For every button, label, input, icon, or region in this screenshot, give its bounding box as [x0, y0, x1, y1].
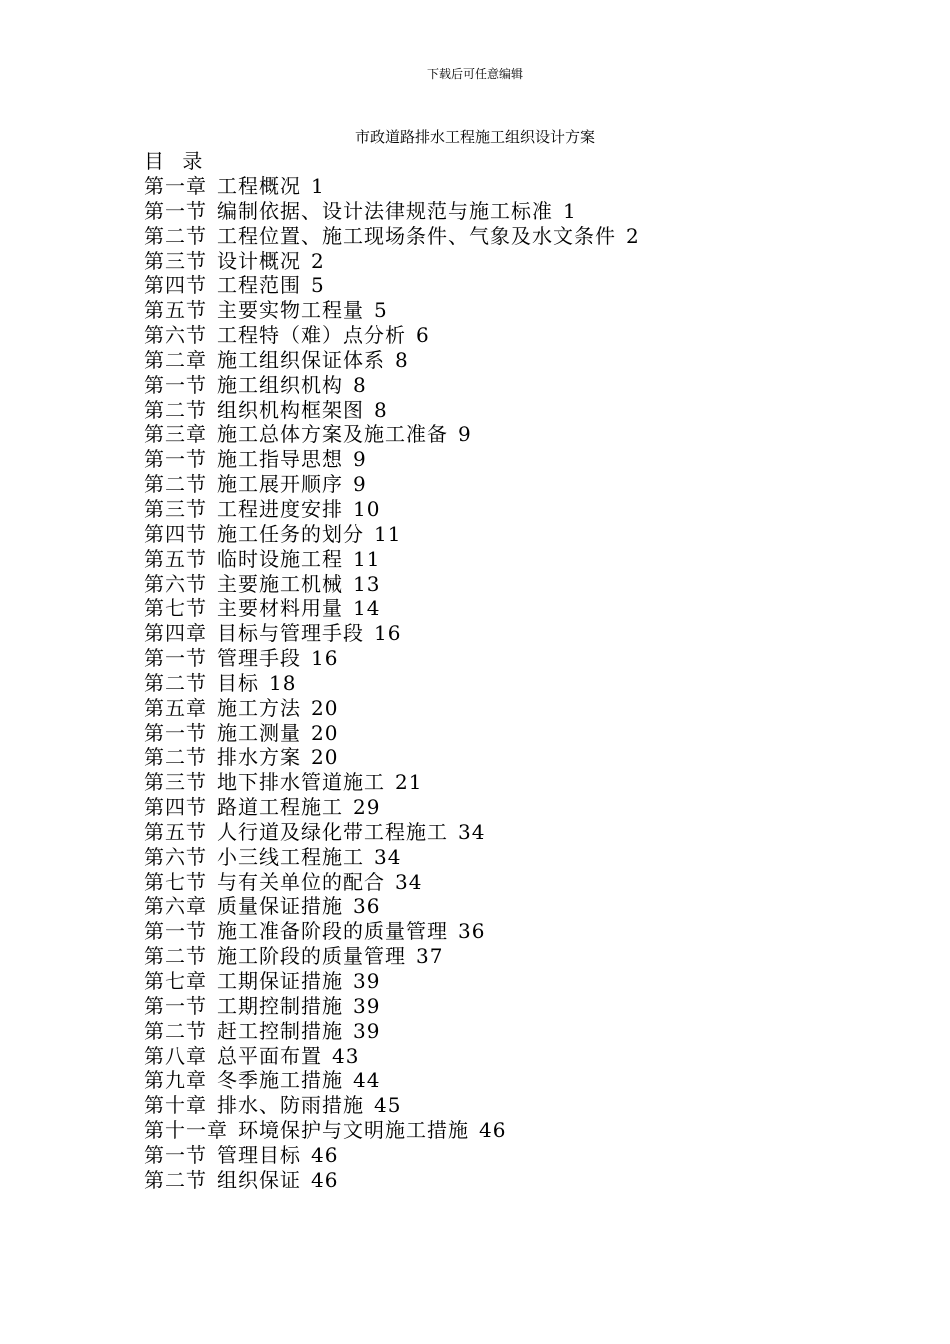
document-title: 市政道路排水工程施工组织设计方案 [354, 128, 595, 146]
toc-entry-title: 施工组织保证体系 [217, 347, 385, 372]
toc-entry-page-number: 34 [395, 869, 423, 894]
toc-entry [144, 174, 904, 199]
toc-entry-title: 目标与管理手段 [217, 621, 364, 646]
toc-entry-title: 工程范围 [217, 273, 301, 298]
toc-entry-page-number: 8 [395, 347, 409, 372]
toc-entry-label: 第二节 [144, 670, 207, 695]
toc-entry-label: 第五节 [144, 298, 207, 323]
toc-entry-title: 人行道及绿化带工程施工 [217, 819, 448, 844]
toc-entry-title: 编制依据、设计法律规范与施工标准 [217, 198, 553, 223]
toc-entry-title: 施工测量 [217, 720, 301, 745]
toc-entry-title: 施工展开顺序 [217, 472, 343, 497]
toc-entry-title: 环境保护与文明施工措施 [238, 1118, 469, 1143]
toc-entry-label: 第三节 [144, 496, 207, 521]
toc-entry [144, 1093, 904, 1118]
toc-entry-page-number: 20 [311, 720, 339, 745]
toc-entry-title: 施工任务的划分 [217, 521, 364, 546]
toc-entry-label: 第二节 [144, 1167, 207, 1192]
toc-entry [144, 547, 904, 572]
toc-entry-label: 第一节 [144, 720, 207, 745]
toc-entry [144, 447, 904, 472]
toc-entry-label: 第一节 [144, 919, 207, 944]
toc-entry-page-number: 16 [311, 646, 339, 671]
toc-entry-page-number: 44 [353, 1068, 381, 1093]
toc-entry-page-number: 36 [353, 894, 381, 919]
toc-entry-label: 第一节 [144, 372, 207, 397]
toc-entry-label: 第三章 [144, 422, 207, 447]
toc-entry-page-number: 18 [269, 670, 297, 695]
table-of-contents [144, 149, 904, 1193]
toc-entry [144, 497, 904, 522]
toc-entry [144, 348, 904, 373]
toc-entry-label: 第五章 [144, 695, 207, 720]
toc-entry-title: 主要材料用量 [217, 596, 343, 621]
toc-entry-label: 第二节 [144, 397, 207, 422]
toc-entry [144, 671, 904, 696]
toc-entry-label: 第七节 [144, 596, 207, 621]
toc-entry-page-number: 14 [353, 596, 381, 621]
toc-entry-label: 第六节 [144, 844, 207, 869]
toc-entry-page-number: 9 [353, 472, 367, 497]
toc-entry-title: 工程位置、施工现场条件、气象及水文条件 [217, 223, 616, 248]
toc-entry-label: 第十章 [144, 1093, 207, 1118]
toc-entry [144, 472, 904, 497]
toc-entry-title: 施工准备阶段的质量管理 [217, 919, 448, 944]
toc-entry-page-number: 11 [353, 546, 381, 571]
toc-entry-label: 第二章 [144, 347, 207, 372]
toc-entry [144, 745, 904, 770]
toc-entry [144, 894, 904, 919]
toc-entry-title: 工程特（难）点分析 [217, 323, 406, 348]
toc-entry [144, 944, 904, 969]
toc-entry-label: 第五节 [144, 819, 207, 844]
toc-entry-label: 第七章 [144, 969, 207, 993]
toc-entry-page-number: 8 [374, 397, 388, 422]
toc-entry [144, 770, 904, 795]
toc-entry [144, 199, 904, 224]
toc-entry-title: 设计概况 [217, 248, 301, 273]
toc-entry-label: 第二节 [144, 1018, 207, 1043]
toc-entry-label: 第四章 [144, 621, 207, 646]
toc-entry [144, 298, 904, 323]
toc-entry-label: 第一章 [144, 174, 207, 198]
toc-entry-title: 质量保证措施 [217, 894, 343, 919]
toc-entry-label: 第四节 [144, 795, 207, 820]
toc-entry-page-number: 46 [479, 1118, 507, 1143]
toc-entry-label: 第四节 [144, 273, 207, 298]
toc-entry-label: 第六章 [144, 894, 207, 919]
toc-entry-title: 冬季施工措施 [217, 1068, 343, 1093]
toc-entry-title: 管理手段 [217, 646, 301, 671]
toc-entry-page-number: 9 [353, 447, 367, 472]
toc-entry-page-number: 13 [353, 571, 381, 596]
toc-entry-title: 施工组织机构 [217, 372, 343, 397]
toc-entry-label: 第一节 [144, 447, 207, 472]
toc-entry [144, 1044, 904, 1069]
toc-entry-title: 总平面布置 [217, 1043, 322, 1068]
toc-entry [144, 969, 904, 994]
toc-entry-title: 施工阶段的质量管理 [217, 944, 406, 969]
toc-entry-title: 组织机构框架图 [217, 397, 364, 422]
toc-entry-title: 工程进度安排 [217, 496, 343, 521]
toc-entry-title: 小三线工程施工 [217, 844, 364, 869]
toc-entry [144, 249, 904, 274]
toc-entry-label: 第一节 [144, 1142, 207, 1167]
toc-entry-title: 工期控制措施 [217, 993, 343, 1018]
toc-entry-title: 施工指导思想 [217, 447, 343, 472]
toc-entry-page-number: 20 [311, 695, 339, 720]
toc-entry-page-number: 11 [374, 521, 402, 546]
toc-entry [144, 845, 904, 870]
toc-entry-page-number: 16 [374, 621, 402, 646]
toc-entry-label: 第一节 [144, 198, 207, 223]
toc-entry-label: 第五节 [144, 546, 207, 571]
toc-entry-label: 第九章 [144, 1068, 207, 1093]
toc-entry-label: 第一节 [144, 993, 207, 1018]
toc-entry [144, 795, 904, 820]
toc-entry-page-number: 9 [458, 422, 472, 447]
toc-entry-title: 与有关单位的配合 [217, 869, 385, 894]
toc-entry-label: 第八章 [144, 1043, 207, 1068]
toc-entry-title: 临时设施工程 [217, 546, 343, 571]
toc-entry [144, 1143, 904, 1168]
toc-entry-label: 第二节 [144, 745, 207, 770]
toc-entry-page-number: 36 [458, 919, 486, 944]
toc-entry [144, 820, 904, 845]
toc-entry-page-number: 34 [458, 819, 486, 844]
toc-entry-page-number: 46 [311, 1142, 339, 1167]
toc-entry-label: 第二节 [144, 223, 207, 248]
toc-entry [144, 398, 904, 423]
toc-entry [144, 1019, 904, 1044]
toc-entry-page-number: 39 [353, 1018, 381, 1043]
toc-entry-page-number: 5 [374, 298, 388, 323]
toc-entry-page-number: 1 [563, 198, 577, 223]
toc-entry-title: 排水方案 [217, 745, 301, 770]
toc-entry [144, 994, 904, 1019]
toc-entry-page-number: 39 [353, 969, 381, 993]
toc-entry-page-number: 45 [374, 1093, 402, 1118]
toc-entry-label: 第七节 [144, 869, 207, 894]
toc-heading: 目 录 [144, 149, 209, 173]
toc-entry-title: 组织保证 [217, 1167, 301, 1192]
toc-entry [144, 1118, 904, 1143]
toc-entry [144, 323, 904, 348]
toc-entry-page-number: 6 [416, 323, 430, 348]
toc-entry-page-number: 39 [353, 993, 381, 1018]
toc-entry [144, 696, 904, 721]
toc-entry-title: 排水、防雨措施 [217, 1093, 364, 1118]
toc-entry [144, 224, 904, 249]
toc-entry-title: 赶工控制措施 [217, 1018, 343, 1043]
toc-entry-page-number: 8 [353, 372, 367, 397]
toc-entry-title: 地下排水管道施工 [217, 770, 385, 795]
toc-entry [144, 572, 904, 597]
toc-entry-title: 施工总体方案及施工准备 [217, 422, 448, 447]
toc-entry [144, 1168, 904, 1193]
toc-entry-title: 主要实物工程量 [217, 298, 364, 323]
toc-entry [144, 621, 904, 646]
toc-entry [144, 273, 904, 298]
toc-entry-label: 第六节 [144, 323, 207, 348]
toc-entry-page-number: 37 [416, 944, 444, 969]
toc-entry-label: 第三节 [144, 770, 207, 795]
toc-entry-title: 路道工程施工 [217, 795, 343, 820]
toc-entry-title: 主要施工机械 [217, 571, 343, 596]
toc-entry-page-number: 2 [311, 248, 325, 273]
toc-entry-page-number: 46 [311, 1167, 339, 1192]
toc-entry-page-number: 43 [332, 1043, 360, 1068]
toc-entry-label: 第二节 [144, 472, 207, 497]
toc-entry-title: 目标 [217, 670, 259, 695]
toc-entry [144, 870, 904, 895]
toc-entry [144, 721, 904, 746]
toc-entry-page-number: 10 [353, 496, 381, 521]
toc-entry-page-number: 1 [311, 174, 325, 198]
toc-entry [144, 596, 904, 621]
toc-entry-title: 工期保证措施 [217, 969, 343, 993]
toc-entry-label: 第十一章 [144, 1118, 228, 1143]
toc-entry-title: 施工方法 [217, 695, 301, 720]
toc-entry-page-number: 2 [626, 223, 640, 248]
toc-entry-label: 第三节 [144, 248, 207, 273]
toc-entry-page-number: 5 [311, 273, 325, 298]
page-header-note: 下载后可任意编辑 [426, 67, 523, 81]
toc-entry [144, 919, 904, 944]
toc-entry [144, 522, 904, 547]
toc-entry-page-number: 20 [311, 745, 339, 770]
toc-entry [144, 373, 904, 398]
toc-entry-label: 第六节 [144, 571, 207, 596]
toc-entry-title: 管理目标 [217, 1142, 301, 1167]
toc-entry-label: 第四节 [144, 521, 207, 546]
toc-entry [144, 646, 904, 671]
toc-entry-page-number: 21 [395, 770, 423, 795]
toc-entry-page-number: 29 [353, 795, 381, 820]
toc-entry [144, 422, 904, 447]
toc-entry-label: 第二节 [144, 944, 207, 969]
toc-entry [144, 1068, 904, 1093]
toc-entry-page-number: 34 [374, 844, 402, 869]
toc-entry-label: 第一节 [144, 646, 207, 671]
toc-entry-title: 工程概况 [217, 174, 301, 198]
